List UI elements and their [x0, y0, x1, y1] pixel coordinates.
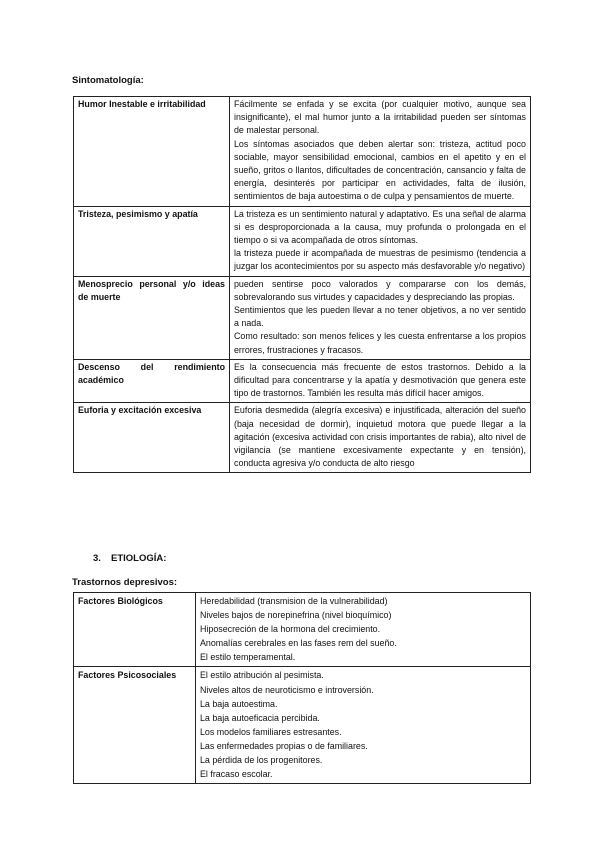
row-items	[196, 593, 531, 667]
row-label: Euforia y excitación excesiva	[74, 403, 230, 473]
factores-table	[73, 592, 531, 784]
row-description	[230, 97, 531, 207]
list-item: La baja autoestima.	[200, 698, 278, 709]
row-description	[230, 276, 531, 359]
list-item: La baja autoeficacia percibida.	[200, 712, 320, 723]
row-label: Factores Biológicos	[74, 593, 196, 667]
row-label: Tristeza, pesimismo y apatía	[74, 206, 230, 276]
paragraph: pueden sentirse poco valorados y compararse con los demás, sobrevalorando sus virtudes y capacidades y despreciando las propias.	[234, 278, 526, 302]
sintomatologia-heading: Sintomatología:	[72, 75, 144, 86]
paragraph: Sentimientos que les pueden llevar a no tener objetivos, a no ver sentido a nada.	[234, 305, 526, 329]
paragraph: Fácilmente se enfada y se excita (por cualquier motivo, aunque sea insignificante), el mal humor junto a la irritabilidad pueden ser síntomas de malestar personal.	[234, 99, 526, 136]
section-number: 3.	[93, 553, 101, 564]
row-label: Factores Psicosociales	[74, 667, 196, 784]
table-row	[74, 403, 531, 473]
list-item: El estilo temperamental.	[200, 652, 296, 663]
paragraph: La tristeza es un sentimiento natural y adaptativo. Es una señal de alarma si es desproporcionada a la causa, muy profunda o prolongada en el tiempo o si va acompañada de otros síntomas.	[234, 208, 526, 246]
table-row	[74, 667, 531, 784]
row-label: Humor Inestable e irritabilidad	[74, 97, 230, 207]
row-label: Menosprecio personal y/o ideas de muerte	[74, 276, 230, 359]
list-item: La pérdida de los progenitores.	[200, 755, 323, 766]
trastornos-heading: Trastornos depresivos:	[72, 577, 178, 588]
list-item: Hiposecreción de la hormona del crecimiento.	[200, 624, 381, 635]
row-description	[230, 403, 531, 473]
row-description	[230, 206, 531, 276]
list-item: Las enfermedades propias o de familiares.	[200, 740, 368, 751]
list-item: El estilo atribución al pesimista.	[200, 670, 324, 681]
list-item: Los modelos familiares estresantes.	[200, 726, 342, 737]
paragraph: Como resultado: son menos felices y les cuesta enfrentarse a los propios errores, frustraciones y fracasos.	[234, 331, 526, 355]
list-item: Heredabilidad (transmision de la vulnerabilidad)	[200, 596, 388, 606]
table-row	[74, 206, 531, 276]
sintomatologia-table	[73, 96, 531, 473]
paragraph: Euforia desmedida (alegría excesiva) e injustificada, alteración del sueño (baja necesidad de dormir), inquietud motora que puede llegar a la agitación (excesiva actividad con crisis importantes de rabia), alto nivel de vigilancia (se mantiene excesivamente expectante y en tensión), conducta agresiva y/o conducta de alto riesgo	[234, 405, 526, 469]
list-item: Niveles altos de neuroticismo e introversión.	[200, 684, 374, 695]
section-title: ETIOLOGÍA:	[111, 553, 167, 564]
row-items	[196, 667, 531, 784]
table-row	[74, 593, 531, 667]
row-description	[230, 359, 531, 403]
etiologia-heading	[93, 553, 166, 564]
list-item: El fracaso escolar.	[200, 769, 273, 780]
list-item: Niveles bajos de norepinefrina (nivel bioquímico)	[200, 610, 392, 621]
table-row	[74, 97, 531, 207]
list-item: Anomalías cerebrales en las fases rem del sueño.	[200, 638, 397, 649]
paragraph: Es la consecuencia más frecuente de estos trastornos. Debido a la dificultad para concentrarse y la apatía y desmotivación que genera este tipo de trastornos. También les resulta más difícil hacer amigos.	[234, 361, 526, 399]
table-row	[74, 359, 531, 403]
paragraph: Los síntomas asociados que deben alertar son: tristeza, actitud poco sociable, mayor sensibilidad emocional, cambios en el apetito y en el sueño, gritos o llantos, dificultades de concentración, cansancio y falta de energía, desinterés por participar en actividades, falta de ilusión, sentimientos de baja autoestima o de culpa y pensamientos de muerte.	[234, 138, 526, 202]
paragraph: la tristeza puede ir acompañada de muestras de pesimismo (tendencia a juzgar los acontecimientos por su aspecto más desfavorable y/o negativo)	[234, 248, 526, 272]
table-row	[74, 276, 531, 359]
row-label: Descenso del rendimiento académico	[74, 359, 230, 403]
